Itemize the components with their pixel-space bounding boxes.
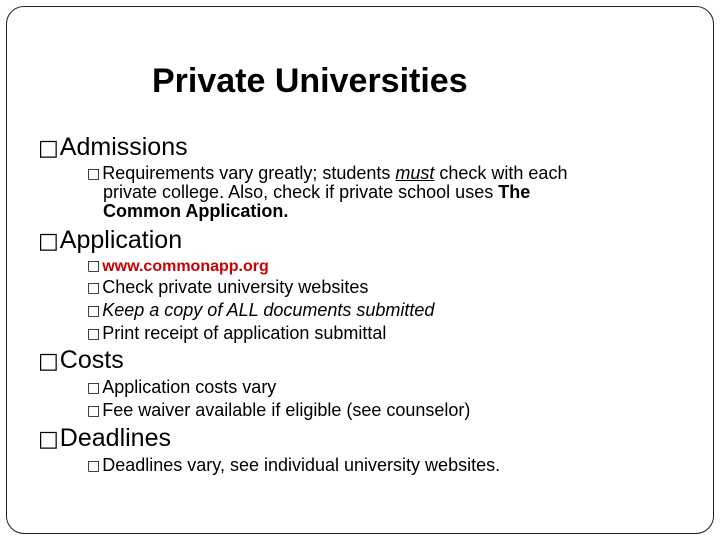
section-heading-costs xyxy=(38,346,124,376)
bullet-icon: □ xyxy=(87,380,101,396)
bullet-text: Fee waiver available if eligible (see counselor) xyxy=(102,400,471,420)
heading-text: Application xyxy=(59,226,183,254)
bullet-icon: □ xyxy=(38,229,59,254)
bullet-requirements-line2 xyxy=(103,182,530,202)
section-heading-application xyxy=(38,226,182,256)
bullet-commonapp xyxy=(87,255,269,277)
bullet-icon: □ xyxy=(87,458,101,474)
bullet-icon: □ xyxy=(38,136,59,161)
section-heading-deadlines xyxy=(38,424,171,454)
heading-text: Deadlines xyxy=(59,424,171,452)
commonapp-link[interactable]: www.commonapp.org xyxy=(102,258,269,275)
bullet-text: Application costs vary xyxy=(102,377,277,397)
bullet-text: private college. Also, check if private school uses xyxy=(103,182,499,202)
bullet-icon: □ xyxy=(87,166,101,182)
bullet-icon: □ xyxy=(87,280,101,296)
bullet-application-costs xyxy=(87,377,276,399)
bullet-icon: □ xyxy=(87,258,101,274)
emphasis-must: must xyxy=(395,163,435,183)
bullet-icon: □ xyxy=(87,403,101,419)
bullet-text: Deadlines vary, see individual university websites. xyxy=(102,455,501,475)
bullet-icon: □ xyxy=(38,427,59,452)
bullet-icon: □ xyxy=(87,326,101,342)
bullet-icon: □ xyxy=(38,349,59,374)
section-heading-admissions xyxy=(38,133,188,163)
bullet-text: Print receipt of application submittal xyxy=(102,323,387,343)
bullet-keep-copy xyxy=(87,300,434,322)
heading-text: Admissions xyxy=(59,133,188,161)
bullet-text-bold: The xyxy=(498,182,531,202)
bullet-icon: □ xyxy=(87,303,101,319)
heading-text: Costs xyxy=(59,346,124,374)
bullet-text: Requirements vary greatly; students xyxy=(102,163,396,183)
bullet-text: Check private university websites xyxy=(102,277,369,297)
bullet-fee-waiver xyxy=(87,400,470,422)
slide-title: Private Universities xyxy=(152,62,468,100)
bullet-requirements-line3: Common Application. xyxy=(103,201,289,221)
bullet-text: check with each xyxy=(434,163,568,183)
bullet-check-websites xyxy=(87,277,368,299)
bullet-text: Keep a copy of ALL documents submitted xyxy=(102,300,435,320)
bullet-deadlines-vary xyxy=(87,455,500,477)
bullet-print-receipt xyxy=(87,323,386,345)
